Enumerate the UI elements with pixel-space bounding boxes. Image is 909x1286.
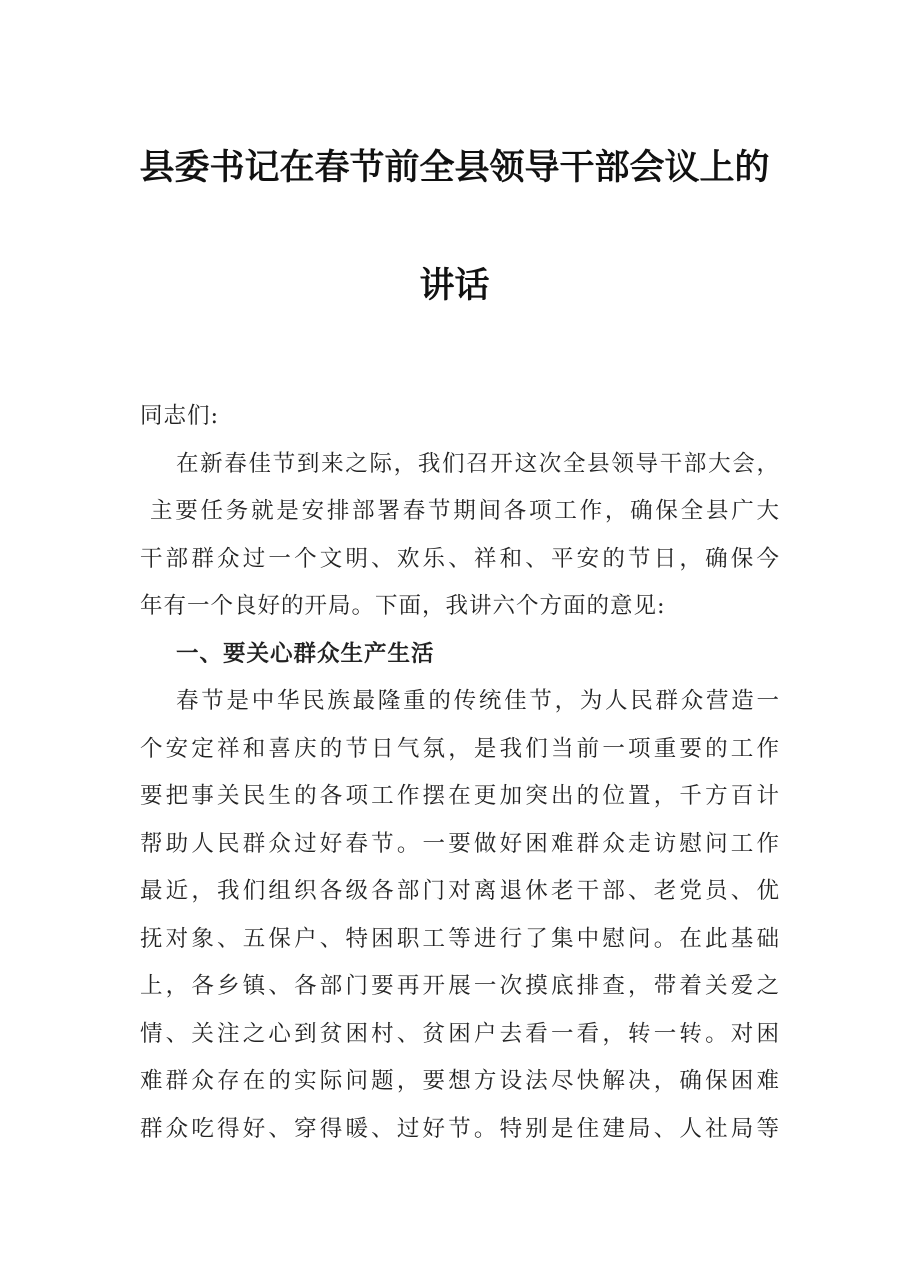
paragraph-line: 个安定祥和喜庆的节日气氛，是我们当前一项重要的工作: [140, 735, 780, 762]
salutation: 同志们:: [140, 403, 220, 429]
paragraph-line: 最近，我们组织各级各部门对离退休老干部、老党员、优: [140, 878, 780, 904]
document-body: [140, 393, 780, 1153]
paragraph-line: 要把事关民生的各项工作摆在更加突出的位置，千方百计: [140, 783, 780, 809]
paragraph-line: 春节是中华民族最隆重的传统佳节，为人民群众营造一: [176, 688, 780, 714]
paragraph-line: 难群众存在的实际问题，要想方设法尽快解决，确保困难: [140, 1068, 780, 1094]
paragraph-line: 年有一个良好的开局。下面，我讲六个方面的意见:: [140, 593, 666, 619]
paragraph-line: 干部群众过一个文明、欢乐、祥和、平安的节日，确保今: [140, 545, 780, 572]
paragraph-line: 群众吃得好、穿得暖、过好节。特别是住建局、人社局等: [140, 1115, 780, 1142]
paragraph-line: 抚对象、五保户、特困职工等进行了集中慰问。在此基础: [140, 925, 780, 952]
document-title-line-2: 讲话: [419, 265, 490, 306]
paragraph-line: 情、关注之心到贫困村、贫困户去看一看，转一转。对困: [140, 1020, 780, 1047]
document-title-line-1: 县委书记在春节前全县领导干部会议上的: [139, 147, 770, 188]
section-heading: 一、要关心群众生产生活: [176, 640, 435, 667]
paragraph-line: 上，各乡镇、各部门要再开展一次摸底排查，带着关爱之: [140, 973, 780, 999]
paragraph-line: 在新春佳节到来之际，我们召开这次全县领导干部大会，: [176, 450, 780, 477]
paragraph-line: 帮助人民群众过好春节。一要做好困难群众走访慰问工作: [140, 830, 780, 857]
paragraph-line: 主要任务就是安排部署春节期间各项工作，确保全县广大: [150, 498, 780, 524]
